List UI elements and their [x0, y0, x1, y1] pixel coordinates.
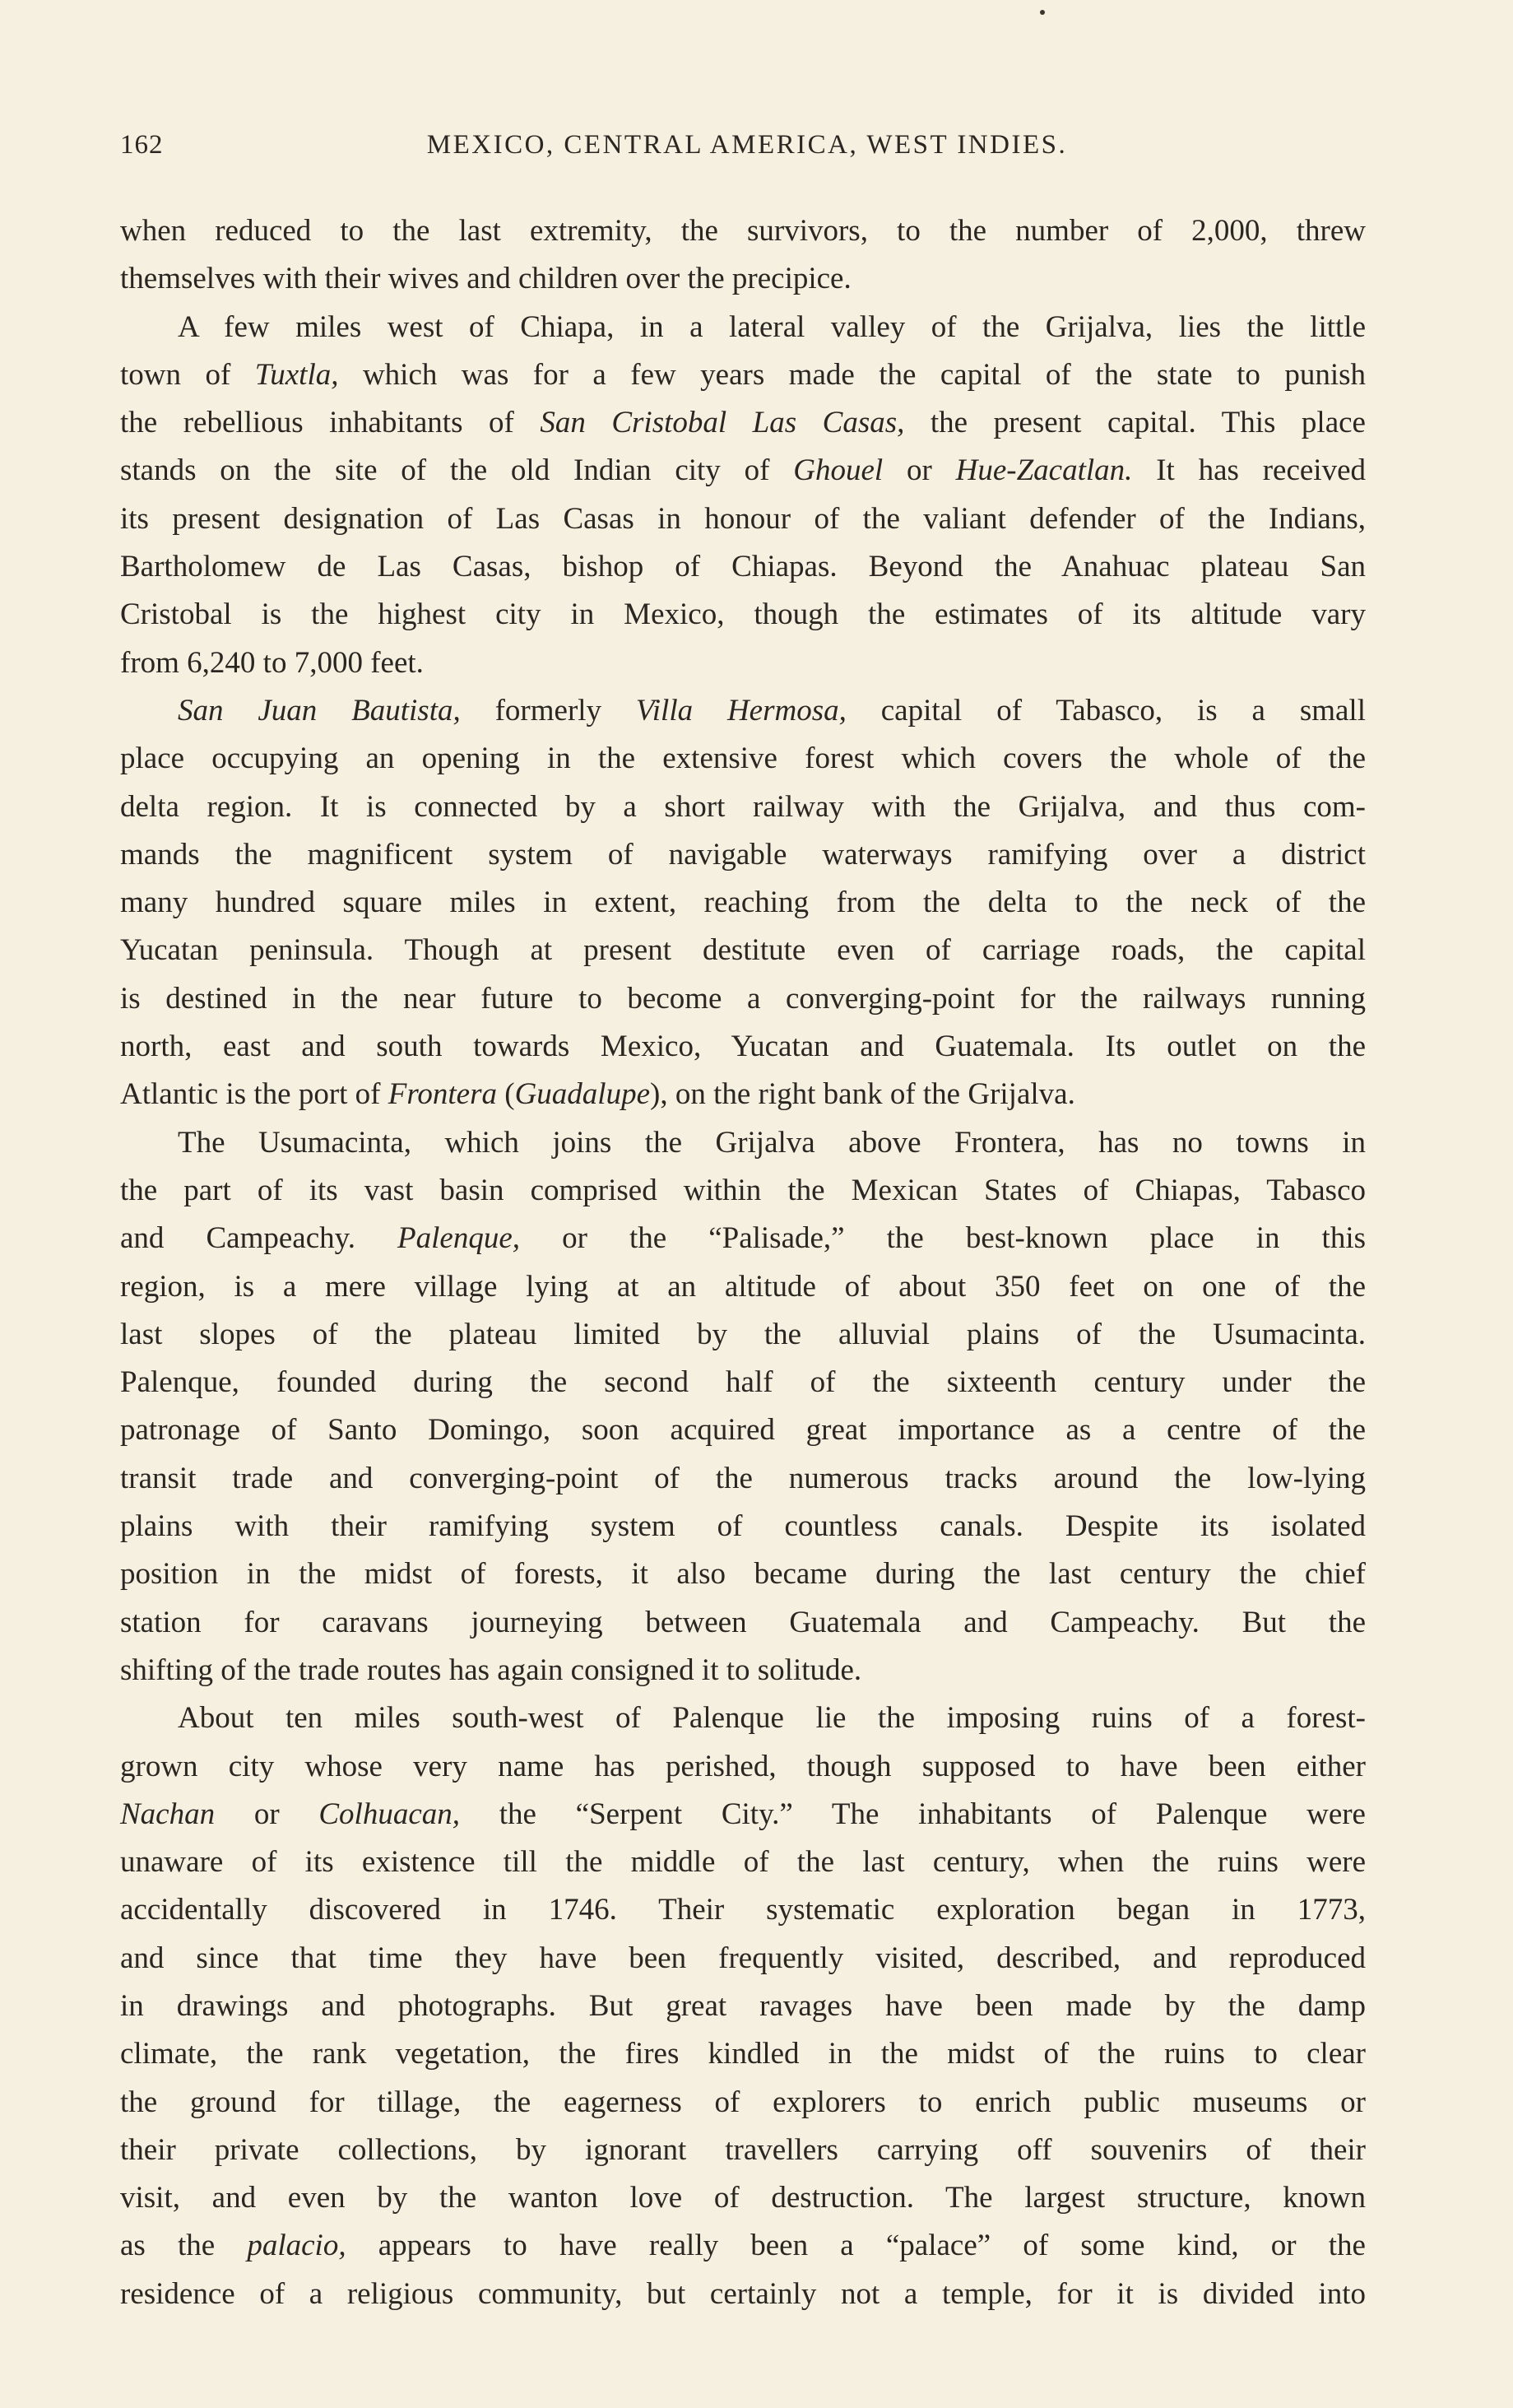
text-run: Yucatan peninsula. Though at present destitute even of carriage roads, the capital	[120, 933, 1366, 968]
text-run: mands the magnificent system of navigable waterways ramifying over a district	[120, 837, 1366, 872]
text-run: many hundred square miles in extent, reaching from the delta to the neck of the	[120, 886, 1366, 920]
text-line	[120, 1599, 1366, 1647]
text-line	[120, 1839, 1366, 1886]
text-line	[120, 351, 1366, 399]
text-line	[120, 1119, 1366, 1167]
text-run: ), on the right bank of the Grijalva.	[650, 1077, 1075, 1112]
text-line	[120, 639, 1366, 687]
italic-term: Frontera	[388, 1077, 497, 1112]
print-speck	[1040, 10, 1045, 15]
text-run: Atlantic is the port of	[120, 1077, 388, 1112]
text-run: the ground for tillage, the eagerness of explorers to enrich public museums or	[120, 2085, 1366, 2119]
text-line	[120, 1935, 1366, 1983]
text-run: place occupying an opening in the extensive forest which covers the whole of the	[120, 741, 1366, 776]
text-run: shifting of the trade routes has again consigned it to solitude.	[120, 1653, 862, 1687]
italic-term: Hue-Zacatlan.	[955, 453, 1133, 488]
text-run: or the “Palisade,” the best-known place in this	[520, 1221, 1366, 1256]
text-run: patronage of Santo Domingo, soon acquired great importance as a centre of the	[120, 1413, 1366, 1448]
text-run: in drawings and photographs. But great ravages have been made by the damp	[120, 1988, 1366, 2023]
text-run: north, east and south towards Mexico, Yucatan and Guatemala. Its outlet on the	[120, 1030, 1366, 1064]
text-run: It has received	[1132, 453, 1367, 488]
text-line	[120, 304, 1366, 351]
italic-term: Ghouel	[793, 453, 884, 488]
italic-term: San Juan Bautista,	[178, 693, 461, 728]
text-run: station for caravans journeying between Guatemala and Campeachy. But the	[120, 1605, 1366, 1639]
text-line	[120, 879, 1366, 927]
text-run: as the	[120, 2229, 248, 2263]
text-run: and Campeachy.	[120, 1221, 398, 1256]
page-number: 162	[120, 130, 164, 160]
text-run: A few miles west of Chiapa, in a lateral valley of the Grijalva, lies the little	[178, 309, 1366, 344]
italic-term: Tuxtla,	[254, 357, 339, 392]
text-line	[120, 447, 1366, 495]
paragraph	[120, 1119, 1366, 1695]
text-run: and since that time they have been frequently visited, described, and reproduced	[120, 1941, 1366, 1975]
text-run: The Usumacinta, which joins the Grijalva above Frontera, has no towns in	[178, 1125, 1366, 1160]
text-run: is destined in the near future to become a converging-point for the railways running	[120, 981, 1366, 1016]
text-run: appears to have really been a “palace” of some kind, or the	[346, 2229, 1366, 2263]
text-line	[120, 2174, 1366, 2222]
text-run: their private collections, by ignorant travellers carrying off souvenirs of their	[120, 2132, 1366, 2167]
text-line	[120, 2079, 1366, 2127]
text-line	[120, 735, 1366, 783]
text-run: themselves with their wives and children over the precipice.	[120, 262, 852, 296]
text-run: transit trade and converging-point of the numerous tracks around the low-lying	[120, 1461, 1366, 1495]
text-run: (	[496, 1077, 515, 1112]
text-line	[120, 1743, 1366, 1791]
text-line	[120, 831, 1366, 879]
italic-term: Guadalupe	[514, 1077, 650, 1112]
text-line	[120, 207, 1366, 255]
text-run: Cristobal is the highest city in Mexico, though the estimates of its altitude vary	[120, 597, 1366, 632]
text-line	[120, 1406, 1366, 1454]
text-run: position in the midst of forests, it also became during the last century the chief	[120, 1557, 1366, 1592]
text-run: formerly	[460, 693, 636, 728]
text-line	[120, 2030, 1366, 2078]
text-line	[120, 1167, 1366, 1215]
text-run: visit, and even by the wanton love of destruction. The largest structure, known	[120, 2181, 1366, 2215]
paragraph	[120, 1694, 1366, 2318]
italic-term: Palenque,	[397, 1221, 521, 1256]
italic-term: Colhuacan,	[318, 1797, 461, 1831]
paragraph	[120, 207, 1366, 304]
italic-term: San Cristobal Las Casas,	[540, 406, 905, 440]
text-line	[120, 975, 1366, 1023]
text-run: the “Serpent City.” The inhabitants of Palenque were	[460, 1797, 1366, 1831]
text-line	[120, 1694, 1366, 1742]
text-run: which was for a few years made the capital of the state to punish	[338, 357, 1366, 392]
text-run: its present designation of Las Casas in honour of the valiant defender of the Indians,	[120, 501, 1366, 536]
text-run: accidentally discovered in 1746. Their systematic exploration began in 1773,	[120, 1893, 1366, 1927]
text-run: plains with their ramifying system of countless canals. Despite its isolated	[120, 1509, 1366, 1544]
text-run: About ten miles south-west of Palenque lie the imposing ruins of a forest-	[178, 1701, 1366, 1736]
text-line	[120, 1647, 1366, 1694]
text-line	[120, 1983, 1366, 2030]
text-line	[120, 1215, 1366, 1262]
text-line	[120, 2271, 1366, 2318]
text-run: region, is a mere village lying at an altitude of about 350 feet on one of the	[120, 1269, 1366, 1304]
text-line	[120, 687, 1366, 735]
text-line	[120, 399, 1366, 447]
text-run: residence of a religious community, but certainly not a temple, for it is divided into	[120, 2276, 1366, 2311]
text-line	[120, 1455, 1366, 1503]
text-run: the rebellious inhabitants of	[120, 406, 541, 440]
text-run: Palenque, founded during the second half of the sixteenth century under the	[120, 1365, 1366, 1400]
text-line	[120, 255, 1366, 303]
text-line	[120, 1311, 1366, 1359]
text-line	[120, 1263, 1366, 1311]
text-run: stands on the site of the old Indian city of	[120, 453, 794, 488]
text-run: the part of its vast basin comprised within the Mexican States of Chiapas, Tabasco	[120, 1173, 1366, 1207]
text-run: last slopes of the plateau limited by the alluvial plains of the Usumacinta.	[120, 1317, 1366, 1351]
text-run: from 6,240 to 7,000 feet.	[120, 645, 424, 680]
text-run: capital of Tabasco, is a small	[846, 693, 1366, 728]
page-header	[120, 130, 1366, 170]
text-line	[120, 1550, 1366, 1598]
running-title: MEXICO, CENTRAL AMERICA, WEST INDIES.	[426, 130, 1068, 160]
italic-term: Villa Hermosa,	[635, 693, 847, 728]
body-text	[120, 207, 1366, 2318]
text-line	[120, 495, 1366, 543]
text-run: or	[883, 453, 956, 488]
text-line	[120, 543, 1366, 591]
text-line	[120, 783, 1366, 831]
text-run: climate, the rank vegetation, the fires kindled in the midst of the ruins to clear	[120, 2037, 1366, 2071]
text-line	[120, 1503, 1366, 1550]
text-line	[120, 1359, 1366, 1406]
italic-term: Nachan	[120, 1797, 216, 1831]
text-run: or	[215, 1797, 319, 1831]
italic-term: palacio,	[247, 2229, 346, 2263]
paragraph	[120, 687, 1366, 1119]
text-line	[120, 1791, 1366, 1839]
text-line	[120, 591, 1366, 639]
text-line	[120, 1071, 1366, 1118]
text-run: grown city whose very name has perished, though supposed to have been either	[120, 1749, 1366, 1783]
text-line	[120, 2222, 1366, 2270]
text-run: the present capital. This place	[904, 406, 1366, 440]
text-line	[120, 1886, 1366, 1934]
text-run: Bartholomew de Las Casas, bishop of Chiapas. Beyond the Anahuac plateau San	[120, 550, 1366, 584]
text-run: delta region. It is connected by a short railway with the Grijalva, and thus com-	[120, 789, 1366, 824]
text-line	[120, 1023, 1366, 1071]
text-line	[120, 927, 1366, 974]
paragraph	[120, 304, 1366, 687]
text-line	[120, 2127, 1366, 2174]
text-run: unaware of its existence till the middle of the last century, when the ruins were	[120, 1845, 1366, 1880]
text-run: when reduced to the last extremity, the survivors, to the number of 2,000, threw	[120, 214, 1366, 248]
text-run: town of	[120, 357, 255, 392]
